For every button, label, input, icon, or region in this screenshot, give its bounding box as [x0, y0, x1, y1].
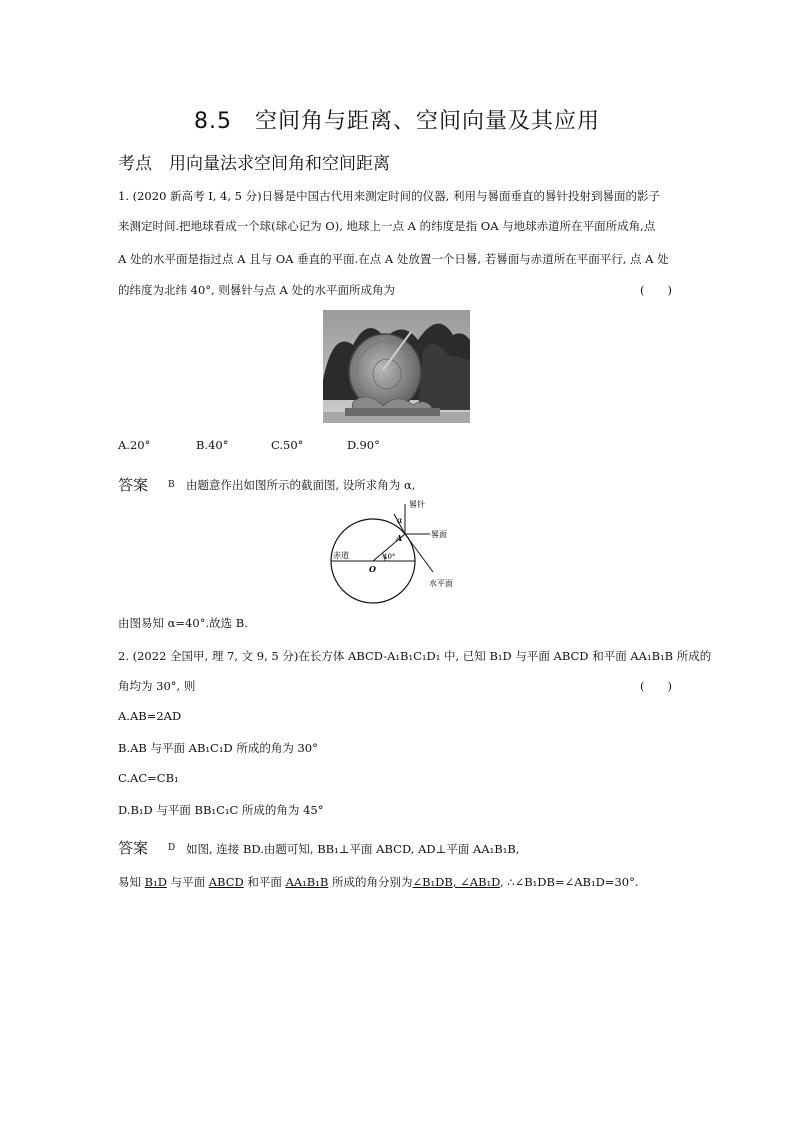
q2-answer-letter: D [168, 843, 176, 853]
label-o: O [369, 564, 376, 574]
q2-conclusion-underline: ABCD [208, 875, 244, 889]
q1-conclusion: 由图易知 α=40°.故选 B. [118, 616, 248, 630]
q2-conclusion-underline: B₁D [144, 875, 167, 889]
section-heading: 考点 用向量法求空间角和空间距离 [118, 154, 390, 174]
q2-conclusion-part: 和平面 [243, 875, 286, 889]
q2-choice-b: B.AB 与平面 AB₁C₁D 所成的角为 30° [118, 741, 318, 755]
label-equator: 赤道 [333, 551, 349, 560]
q2-conclusion-part: 与平面 [166, 875, 209, 889]
label-a: A [396, 533, 403, 543]
q2-conclusion-part: 易知 [118, 875, 145, 889]
label-dial: 晷面 [431, 530, 447, 539]
label-gnomon: 晷针 [409, 500, 425, 509]
q2-line-1: 2. (2022 全国甲, 理 7, 文 9, 5 分)在长方体 ABCD-A₁B₁C₁D₁ 中, 已知 B₁D 与平面 ABCD 和平面 AA₁B₁B 所成的 [118, 649, 712, 663]
label-angle: 40° [383, 553, 396, 561]
q1-choice-a: A.20° [118, 438, 151, 452]
q2-conclusion-part: 所成的角分别为 [328, 875, 413, 889]
q2-conclusion-part: , ∴∠B₁DB=∠AB₁D=30°. [499, 875, 639, 889]
q1-answer-text: 由题意作出如图所示的截面图, 设所求角为 α, [186, 478, 416, 492]
q2-answer-label: 答案 [118, 839, 149, 857]
q2-choice-a: A.AB=2AD [118, 709, 182, 723]
q2-conclusion-underline: ∠B₁DB, ∠AB₁D [412, 875, 500, 889]
sundial-photo [323, 310, 470, 423]
q1-line-3: A 处的水平面是指过点 A 且与 OA 垂直的平面.在点 A 处放置一个日晷, 若晷面与赤道所在平面平行, 点 A 处 [118, 252, 669, 266]
q2-conclusion [118, 874, 638, 890]
q1-choice-c: C.50° [271, 438, 304, 452]
q1-choice-d: D.90° [347, 438, 380, 452]
q1-line-2: 来测定时间.把地球看成一个球(球心记为 O), 地球上一点 A 的纬度是指 OA 与地球赤道所在平面所成角,点 [118, 219, 656, 233]
q1-answer-label: 答案 [118, 476, 149, 494]
label-horizontal: 水平面 [429, 579, 453, 588]
q2-line-2: 角均为 30°, 则 [118, 679, 196, 693]
page-title: 8.5 空间角与距离、空间向量及其应用 [194, 109, 600, 134]
q2-answer-bracket: ( ) [640, 679, 672, 693]
q2-answer-text: 如图, 连接 BD.由题可知, BB₁⊥平面 ABCD, AD⊥平面 AA₁B₁B, [186, 842, 520, 856]
q2-conclusion-underline: AA₁B₁B [285, 875, 329, 889]
q2-choice-c: C.AC=CB₁ [118, 771, 179, 785]
label-alpha: α [397, 516, 403, 525]
q1-answer-letter: B [168, 480, 175, 490]
q1-choice-b: B.40° [196, 438, 229, 452]
cross-section-diagram [325, 494, 475, 609]
q1-line-1: 1. (2020 新高考 Ⅰ, 4, 5 分)日晷是中国古代用来测定时间的仪器, 利用与晷面垂直的晷针投射到晷面的影子 [118, 189, 660, 203]
q2-choice-d: D.B₁D 与平面 BB₁C₁C 所成的角为 45° [118, 803, 324, 817]
q1-line-4: 的纬度为北纬 40°, 则晷针与点 A 处的水平面所成角为 [118, 283, 395, 297]
q1-answer-bracket: ( ) [640, 283, 672, 297]
